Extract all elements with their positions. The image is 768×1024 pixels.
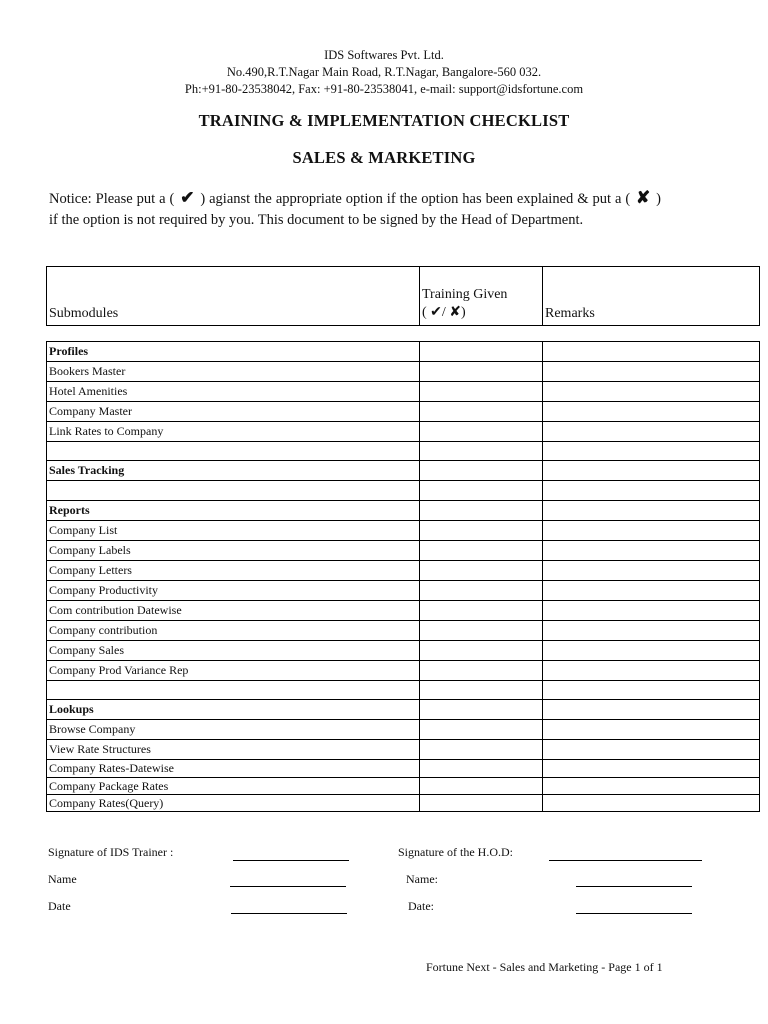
header-remarks: Remarks xyxy=(543,267,760,326)
signature-hod-label: Signature of the H.O.D: xyxy=(398,845,513,859)
table-row xyxy=(47,520,760,540)
notice-text-3: ) if the option is not required by you. This document to be signed by the Head of Department. xyxy=(49,191,662,228)
table-row xyxy=(47,580,760,600)
training-given-cell[interactable] xyxy=(420,640,543,660)
checklist-table xyxy=(46,341,760,812)
section-heading: Reports xyxy=(47,500,420,520)
date-right-label: Date: xyxy=(408,899,434,913)
table-row xyxy=(47,361,760,381)
submodule-cell: Company Rates(Query) xyxy=(47,795,420,812)
signature-hod-line xyxy=(549,860,702,861)
submodule-cell: Company Master xyxy=(47,401,420,421)
submodule-cell: Company contribution xyxy=(47,620,420,640)
company-name: IDS Softwares Pvt. Ltd. xyxy=(324,48,444,62)
table-row xyxy=(47,540,760,560)
training-given-cell[interactable] xyxy=(420,401,543,421)
submodule-cell: Company Rates-Datewise xyxy=(47,760,420,778)
training-given-cell[interactable] xyxy=(420,421,543,441)
remarks-cell[interactable] xyxy=(543,361,760,381)
document-subtitle: SALES & MARKETING xyxy=(292,148,476,167)
submodule-cell: Bookers Master xyxy=(47,361,420,381)
signature-trainer-line xyxy=(233,860,349,861)
table-row xyxy=(47,740,760,760)
training-given-cell[interactable] xyxy=(420,441,543,461)
remarks-cell[interactable] xyxy=(543,421,760,441)
training-given-cell[interactable] xyxy=(420,500,543,520)
date-right-line xyxy=(576,913,692,914)
submodule-cell: Hotel Amenities xyxy=(47,381,420,401)
remarks-cell[interactable] xyxy=(543,600,760,620)
notice-paragraph xyxy=(49,189,661,230)
table-row xyxy=(47,660,760,680)
section-row xyxy=(47,461,760,481)
training-given-cell[interactable] xyxy=(420,520,543,540)
name-left-line xyxy=(230,886,346,887)
training-given-cell[interactable] xyxy=(420,740,543,760)
header-submodules: Submodules xyxy=(47,267,420,326)
name-right-label: Name: xyxy=(406,872,438,886)
table-row xyxy=(47,560,760,580)
document-title: TRAINING & IMPLEMENTATION CHECKLIST xyxy=(198,111,570,130)
training-given-cell[interactable] xyxy=(420,560,543,580)
training-given-cell[interactable] xyxy=(420,481,543,501)
training-given-cell[interactable] xyxy=(420,760,543,778)
submodule-cell: Company Prod Variance Rep xyxy=(47,660,420,680)
section-heading: Sales Tracking xyxy=(47,461,420,481)
remarks-cell[interactable] xyxy=(543,481,760,501)
training-given-cell[interactable] xyxy=(420,600,543,620)
training-given-cell[interactable] xyxy=(420,795,543,812)
table-row xyxy=(47,760,760,778)
training-given-cell[interactable] xyxy=(420,361,543,381)
table-row xyxy=(47,640,760,660)
signature-trainer-label: Signature of IDS Trainer : xyxy=(48,845,174,859)
table-row xyxy=(47,680,760,700)
company-address: No.490,R.T.Nagar Main Road, R.T.Nagar, Bangalore-560 032. xyxy=(226,65,542,79)
check-icon: ✔ xyxy=(180,188,195,207)
table-row xyxy=(47,620,760,640)
remarks-cell[interactable] xyxy=(543,778,760,795)
remarks-cell[interactable] xyxy=(543,795,760,812)
remarks-cell[interactable] xyxy=(543,760,760,778)
remarks-cell[interactable] xyxy=(543,401,760,421)
remarks-cell[interactable] xyxy=(543,520,760,540)
table-row xyxy=(47,421,760,441)
remarks-cell[interactable] xyxy=(543,700,760,720)
submodule-cell: Company Letters xyxy=(47,560,420,580)
submodule-cell xyxy=(47,680,420,700)
training-given-cell[interactable] xyxy=(420,540,543,560)
date-left-line xyxy=(231,913,347,914)
training-given-cell[interactable] xyxy=(420,660,543,680)
header-training-label: Training Given xyxy=(422,287,508,302)
section-heading: Profiles xyxy=(47,342,420,362)
submodule-cell xyxy=(47,441,420,461)
notice-text-1: Notice: Please put a ( xyxy=(49,191,175,207)
training-given-cell[interactable] xyxy=(420,720,543,740)
table-row xyxy=(47,600,760,620)
remarks-cell[interactable] xyxy=(543,560,760,580)
remarks-cell[interactable] xyxy=(543,540,760,560)
submodule-cell: Com contribution Datewise xyxy=(47,600,420,620)
header-training-marks: ( ✔/ ✘) xyxy=(422,305,466,320)
remarks-cell[interactable] xyxy=(543,720,760,740)
table-row xyxy=(47,481,760,501)
header-training-given xyxy=(420,267,543,326)
training-given-cell[interactable] xyxy=(420,580,543,600)
section-row xyxy=(47,700,760,720)
table-row xyxy=(47,441,760,461)
training-given-cell[interactable] xyxy=(420,342,543,362)
name-left-label: Name xyxy=(48,872,77,886)
remarks-cell[interactable] xyxy=(543,640,760,660)
date-left-label: Date xyxy=(48,899,71,913)
submodule-cell: Company Productivity xyxy=(47,580,420,600)
submodule-cell: Company Labels xyxy=(47,540,420,560)
section-row xyxy=(47,342,760,362)
submodule-cell: Browse Company xyxy=(47,720,420,740)
remarks-cell[interactable] xyxy=(543,441,760,461)
training-given-cell[interactable] xyxy=(420,700,543,720)
column-header-table xyxy=(46,266,760,326)
table-row xyxy=(47,720,760,740)
company-contact: Ph:+91-80-23538042, Fax: +91-80-23538041, e-mail: support@idsfortune.com xyxy=(184,82,584,96)
remarks-cell[interactable] xyxy=(543,660,760,680)
section-row xyxy=(47,500,760,520)
training-given-cell[interactable] xyxy=(420,778,543,795)
submodule-cell: Company Sales xyxy=(47,640,420,660)
section-heading: Lookups xyxy=(47,700,420,720)
table-row xyxy=(47,401,760,421)
training-given-cell[interactable] xyxy=(420,381,543,401)
training-given-cell[interactable] xyxy=(420,620,543,640)
table-row xyxy=(47,795,760,812)
page-footer: Fortune Next - Sales and Marketing - Page 1 of 1 xyxy=(426,960,663,974)
table-row xyxy=(47,381,760,401)
submodule-cell: Company Package Rates xyxy=(47,778,420,795)
remarks-cell[interactable] xyxy=(543,461,760,481)
submodule-cell: Company List xyxy=(47,520,420,540)
name-right-line xyxy=(576,886,692,887)
remarks-cell[interactable] xyxy=(543,580,760,600)
remarks-cell[interactable] xyxy=(543,500,760,520)
remarks-cell[interactable] xyxy=(543,342,760,362)
submodule-cell: View Rate Structures xyxy=(47,740,420,760)
remarks-cell[interactable] xyxy=(543,381,760,401)
submodule-cell xyxy=(47,481,420,501)
training-given-cell[interactable] xyxy=(420,680,543,700)
remarks-cell[interactable] xyxy=(543,680,760,700)
table-row xyxy=(47,778,760,795)
remarks-cell[interactable] xyxy=(543,740,760,760)
cross-icon: ✘ xyxy=(636,188,651,207)
submodule-cell: Link Rates to Company xyxy=(47,421,420,441)
notice-text-2: ) agianst the appropriate option if the option has been explained & put a ( xyxy=(200,191,631,207)
training-given-cell[interactable] xyxy=(420,461,543,481)
remarks-cell[interactable] xyxy=(543,620,760,640)
